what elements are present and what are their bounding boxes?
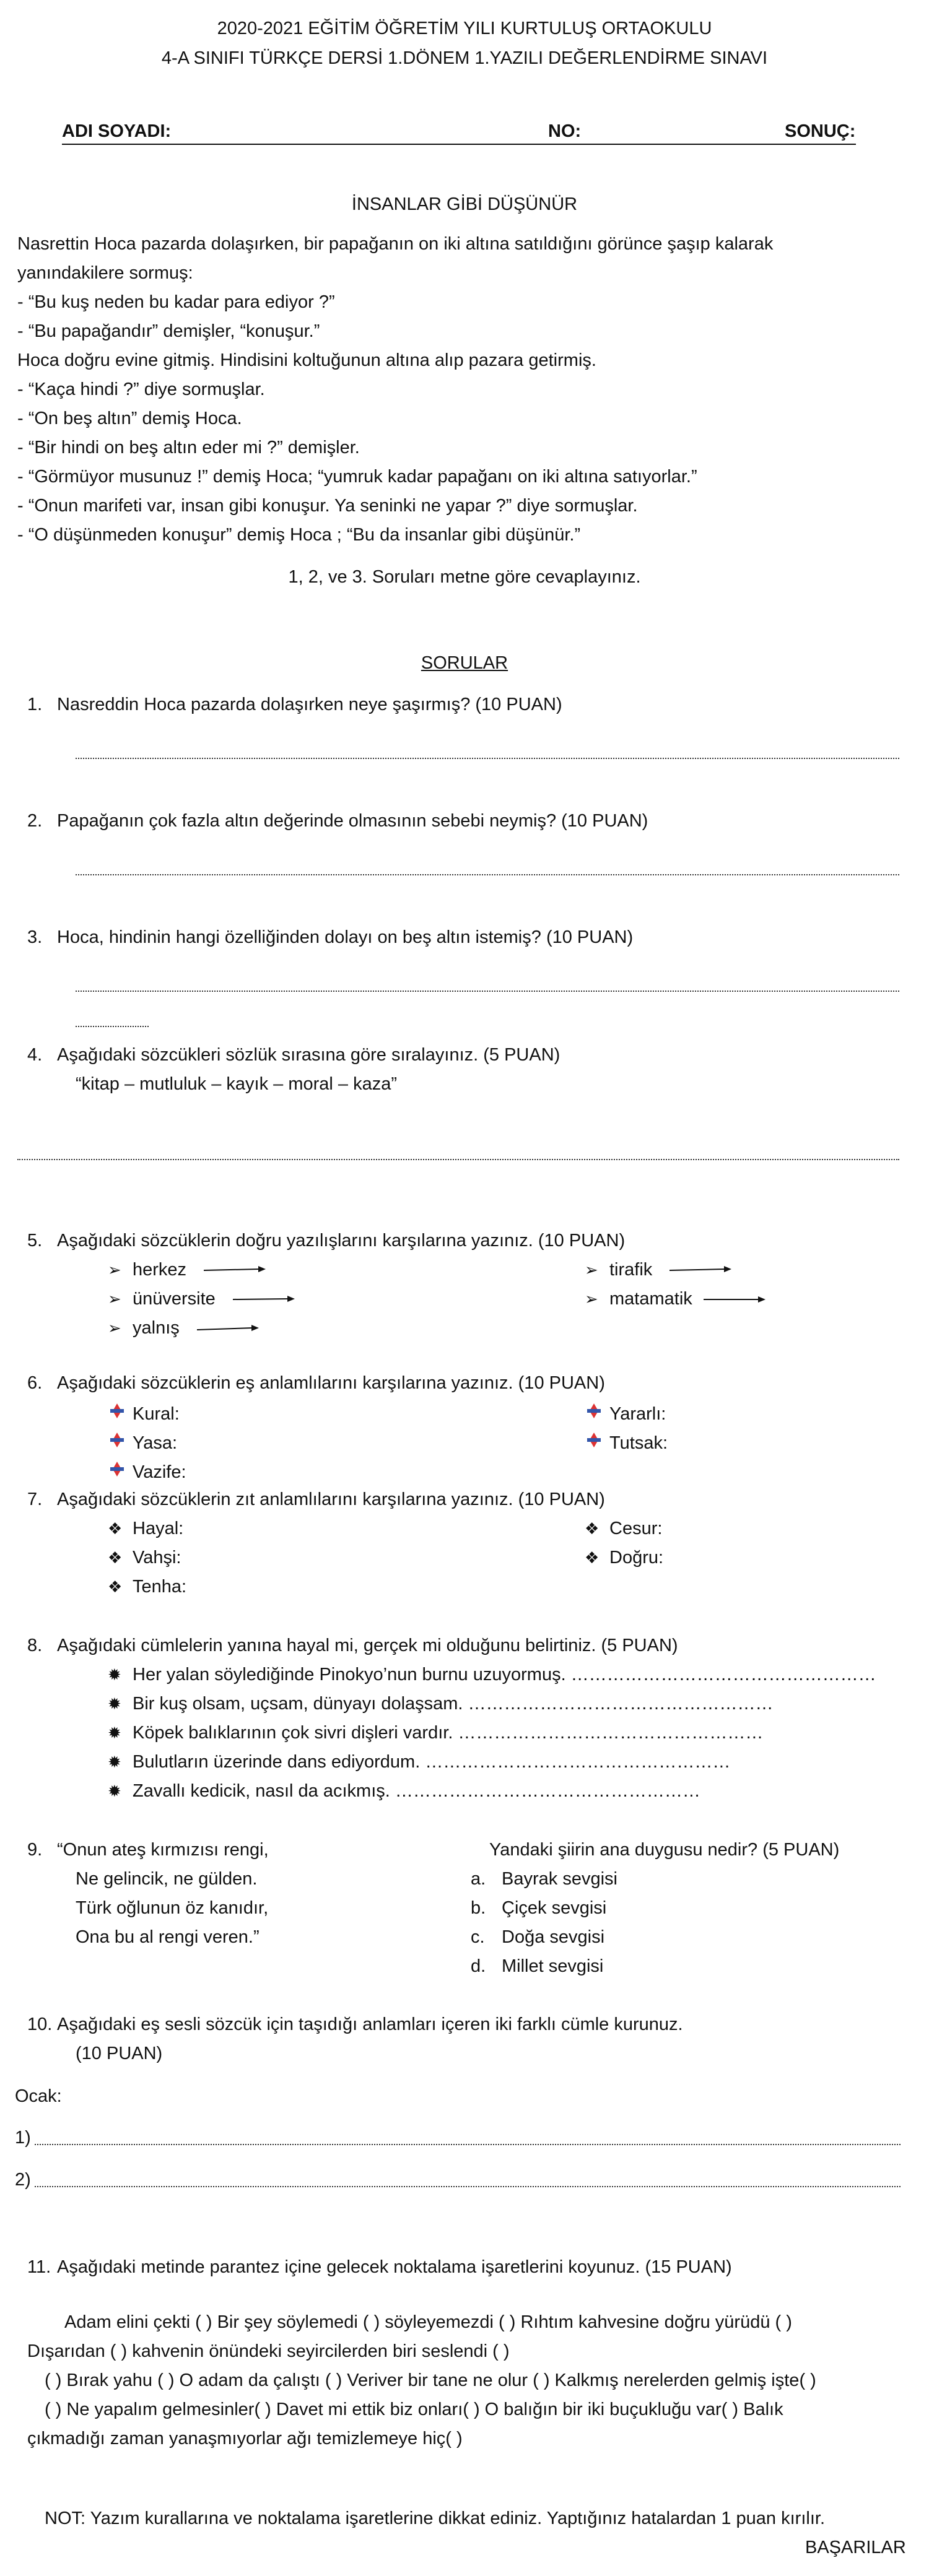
name-underline <box>62 144 856 145</box>
story-line: - “On beş altın” demiş Hoca. <box>17 409 242 428</box>
footer-note: NOT: Yazım kurallarına ve noktalama işaretlerine dikkat ediniz. Yaptığınız hatalardan 1 puan kırılır. <box>45 2509 825 2528</box>
q8-item <box>108 1665 876 1685</box>
q6-word: Kural: <box>133 1404 180 1424</box>
q5-text: Aşağıdaki sözcüklerin doğru yazılışlarını karşılarına yazınız. (10 PUAN) <box>57 1231 626 1251</box>
q9-poem-line: Ona bu al rengi veren.” <box>76 1927 260 1947</box>
arrowhead-bullet-icon: ➢ <box>585 1260 598 1279</box>
questions-title: SORULAR <box>421 653 508 673</box>
q6-right-item <box>585 1431 668 1454</box>
q7-text: Aşağıdaki sözcüklerin zıt anlamlılarını karşılarına yazınız. (10 PUAN) <box>57 1490 605 1509</box>
q1-answer-line[interactable] <box>76 757 899 759</box>
q5-word: herkez <box>133 1260 187 1280</box>
four-diamond-bullet-icon: ❖ <box>585 1519 600 1538</box>
q11-text: Aşağıdaki metinde parantez içine gelecek noktalama işaretlerini koyunuz. (15 PUAN) <box>57 2257 732 2277</box>
name-label: ADI SOYADI: <box>62 121 172 141</box>
q7-word: Cesur: <box>609 1519 663 1538</box>
four-diamond-bullet-icon: ❖ <box>108 1577 123 1596</box>
q10-line-2-label: 2) <box>15 2170 31 2190</box>
q5-word: yalnış <box>133 1318 180 1338</box>
q10-number: 10. <box>27 2014 53 2034</box>
q7-left-item <box>108 1519 183 1539</box>
arrow-right-icon <box>204 1264 266 1277</box>
arrowhead-bullet-icon: ➢ <box>108 1260 121 1279</box>
q11-passage-line: ( ) Ne yapalım gelmesinler( ) Davet mi ettik biz onları( ) O balığın bir iki buçukluğu var( ) Balık <box>45 2400 783 2419</box>
q11-passage-line: Adam elini çekti ( ) Bir şey söylemedi ( ) söyleyemezdi ( ) Rıhtım kahvesine doğru yürüdü ( ) <box>64 2312 792 2332</box>
arrowhead-bullet-icon: ➢ <box>585 1290 598 1308</box>
footer-closing: BAŞARILAR <box>805 2538 906 2557</box>
q10-line-1-label: 1) <box>15 2128 31 2148</box>
sun-bullet-icon: ✹ <box>108 1665 121 1684</box>
q9-option[interactable] <box>471 1869 617 1889</box>
four-diamond-bullet-icon: ❖ <box>108 1519 123 1538</box>
q6-left-item <box>108 1402 180 1425</box>
pointing-hand-bullet-icon <box>108 1431 133 1454</box>
q8-sentence: Bir kuş olsam, uçsam, dünyayı dolaşsam. …………………………………………… <box>133 1694 774 1714</box>
q7-right-item <box>585 1548 663 1568</box>
q11-passage-line: çıkmadığı zaman yanaşmıyorlar ağı temizlemeye hiç( ) <box>27 2429 463 2448</box>
q1-text: Nasreddin Hoca pazarda dolaşırken neye şaşırmış? (10 PUAN) <box>57 695 562 714</box>
story-line: - “Onun marifeti var, insan gibi konuşur. Ya seninki ne yapar ?” diye sormuşlar. <box>17 496 638 516</box>
q8-sentence: Her yalan söylediğinde Pinokyo’nun burnu uzuyormuş. …………………………………………… <box>133 1665 876 1685</box>
q8-item <box>108 1781 700 1802</box>
four-diamond-bullet-icon: ❖ <box>585 1548 600 1567</box>
arrowhead-bullet-icon: ➢ <box>108 1319 121 1337</box>
q7-left-item <box>108 1548 181 1568</box>
score-label: SONUÇ: <box>785 121 856 141</box>
option-text: Bayrak sevgisi <box>502 1869 617 1889</box>
arrow-right-icon <box>233 1293 295 1306</box>
q9-poem-line: “Onun ateş kırmızısı rengi, <box>57 1840 269 1860</box>
q5-right-item <box>585 1260 731 1280</box>
q6-right-item <box>585 1402 666 1425</box>
q6-word: Tutsak: <box>609 1433 668 1453</box>
q6-left-item <box>108 1431 177 1454</box>
arrow-right-icon <box>669 1264 731 1277</box>
q10-word: Ocak: <box>15 2086 62 2106</box>
q10-answer-line-1[interactable] <box>35 2143 901 2145</box>
arrow-right-icon <box>704 1293 765 1306</box>
q7-word: Vahşi: <box>133 1548 181 1568</box>
sun-bullet-icon: ✹ <box>108 1782 121 1800</box>
story-line: Nasrettin Hoca pazarda dolaşırken, bir papağanın on iki altına satıldığını görünce şaşıp kalarak <box>17 234 774 254</box>
q8-sentence: Bulutların üzerinde dans ediyordum. …………………………………………… <box>133 1752 731 1772</box>
story-instruction: 1, 2, ve 3. Soruları metne göre cevaplayınız. <box>288 567 641 587</box>
q4-number: 4. <box>27 1045 43 1065</box>
number-label: NO: <box>548 121 582 141</box>
q3-text: Hoca, hindinin hangi özelliğinden dolayı on beş altın istemiş? (10 PUAN) <box>57 927 634 947</box>
q6-word: Vazife: <box>133 1462 186 1482</box>
q9-option[interactable] <box>471 1927 604 1948</box>
q8-sentence: Zavallı kedicik, nasıl da acıkmış. …………………………………………… <box>133 1781 700 1801</box>
q5-right-item <box>585 1289 765 1309</box>
q8-sentence: Köpek balıklarının çok sivri dişleri vardır. …………………………………………… <box>133 1723 764 1743</box>
header-line-2: 4-A SINIFI TÜRKÇE DERSİ 1.DÖNEM 1.YAZILI DEĞERLENDİRME SINAVI <box>161 48 768 68</box>
story-line: yanındakilere sormuş: <box>17 263 193 283</box>
q6-word: Yasa: <box>133 1433 178 1453</box>
story-line: - “O düşünmeden konuşur” demiş Hoca ; “Bu da insanlar gibi düşünür.” <box>17 525 581 545</box>
q9-number: 9. <box>27 1840 43 1860</box>
q3-answer-line[interactable] <box>76 989 899 992</box>
q9-question: Yandaki şiirin ana duygusu nedir? (5 PUAN) <box>489 1840 840 1860</box>
option-text: Millet sevgisi <box>502 1956 604 1976</box>
story-line: - “Kaça hindi ?” diye sormuşlar. <box>17 379 265 399</box>
four-diamond-bullet-icon: ❖ <box>108 1548 123 1567</box>
q2-answer-line[interactable] <box>76 873 899 875</box>
q3-number: 3. <box>27 927 43 947</box>
q8-text: Aşağıdaki cümlelerin yanına hayal mi, gerçek mi olduğunu belirtiniz. (5 PUAN) <box>57 1636 678 1655</box>
q5-number: 5. <box>27 1231 43 1251</box>
q2-number: 2. <box>27 811 43 831</box>
q1-number: 1. <box>27 695 43 714</box>
q9-option[interactable] <box>471 1956 603 1977</box>
pointing-hand-bullet-icon <box>585 1402 609 1425</box>
story-line: - “Görmüyor musunuz !” demiş Hoca; “yumruk kadar papağanı on iki altına satıyorlar.” <box>17 467 697 487</box>
option-text: Çiçek sevgisi <box>502 1898 607 1918</box>
header-line-1: 2020-2021 EĞİTİM ÖĞRETİM YILI KURTULUŞ ORTAOKULU <box>217 19 712 38</box>
q10-answer-line-2[interactable] <box>35 2185 901 2187</box>
q7-word: Hayal: <box>133 1519 184 1538</box>
q5-word: ünüversite <box>133 1289 216 1309</box>
q7-right-item <box>585 1519 662 1539</box>
sun-bullet-icon: ✹ <box>108 1753 121 1771</box>
q7-word: Doğru: <box>609 1548 664 1568</box>
q4-words: “kitap – mutluluk – kayık – moral – kaza” <box>76 1074 397 1094</box>
q5-left-item <box>108 1260 266 1280</box>
q11-passage-line: Dışarıdan ( ) kahvenin önündeki seyircilerden biri seslendi ( ) <box>27 2341 510 2361</box>
q6-word: Yararlı: <box>609 1404 666 1424</box>
pointing-hand-bullet-icon <box>585 1431 609 1454</box>
option-letter: c. <box>471 1927 485 1947</box>
q7-word: Tenha: <box>133 1577 187 1597</box>
q9-option[interactable] <box>471 1898 606 1919</box>
sun-bullet-icon: ✹ <box>108 1724 121 1742</box>
q9-poem-line: Ne gelincik, ne gülden. <box>76 1869 258 1889</box>
q5-left-item <box>108 1289 295 1309</box>
q5-word: tirafik <box>609 1260 653 1280</box>
q5-word: matamatik <box>609 1289 692 1309</box>
sun-bullet-icon: ✹ <box>108 1694 121 1713</box>
story-line: - “Bu papağandır” demişler, “konuşur.” <box>17 321 320 341</box>
q6-left-item <box>108 1460 186 1483</box>
q8-number: 8. <box>27 1636 43 1655</box>
pointing-hand-bullet-icon <box>108 1460 133 1483</box>
q8-item <box>108 1694 774 1714</box>
option-letter: a. <box>471 1869 486 1889</box>
arrowhead-bullet-icon: ➢ <box>108 1290 121 1308</box>
q4-answer-line[interactable] <box>17 1158 899 1160</box>
story-line: Hoca doğru evine gitmiş. Hindisini koltuğunun altına alıp pazara getirmiş. <box>17 350 596 370</box>
q10-text: Aşağıdaki eş sesli sözcük için taşıdığı anlamları içeren iki farklı cümle kurunuz. <box>57 2014 683 2034</box>
pointing-hand-bullet-icon <box>108 1402 133 1425</box>
q6-text: Aşağıdaki sözcüklerin eş anlamlılarını karşılarına yazınız. (10 PUAN) <box>57 1373 605 1393</box>
option-text: Doğa sevgisi <box>502 1927 605 1947</box>
q9-poem-line: Türk oğlunun öz kanıdır, <box>76 1898 269 1918</box>
story-line: - “Bu kuş neden bu kadar para ediyor ?” <box>17 292 335 312</box>
q7-number: 7. <box>27 1490 43 1509</box>
q4-text: Aşağıdaki sözcükleri sözlük sırasına göre sıralayınız. (5 PUAN) <box>57 1045 560 1065</box>
arrow-right-icon <box>197 1322 259 1335</box>
q6-number: 6. <box>27 1373 43 1393</box>
story-title: İNSANLAR GİBİ DÜŞÜNÜR <box>351 194 578 214</box>
q11-number: 11. <box>27 2257 51 2277</box>
q3-answer-line-continued[interactable] <box>76 1025 149 1027</box>
option-letter: d. <box>471 1956 486 1976</box>
q10-points: (10 PUAN) <box>76 2044 163 2063</box>
q2-text: Papağanın çok fazla altın değerinde olmasının sebebi neymiş? (10 PUAN) <box>57 811 648 831</box>
q5-left-item <box>108 1318 259 1338</box>
q7-left-item <box>108 1577 186 1597</box>
story-line: - “Bir hindi on beş altın eder mi ?” demişler. <box>17 438 360 458</box>
option-letter: b. <box>471 1898 486 1918</box>
q8-item <box>108 1723 763 1743</box>
q11-passage-line: ( ) Bırak yahu ( ) O adam da çalıştı ( ) Veriver bir tane ne olur ( ) Kalkmış nerelerden gelmiş işte( ) <box>45 2370 816 2390</box>
q8-item <box>108 1752 730 1772</box>
